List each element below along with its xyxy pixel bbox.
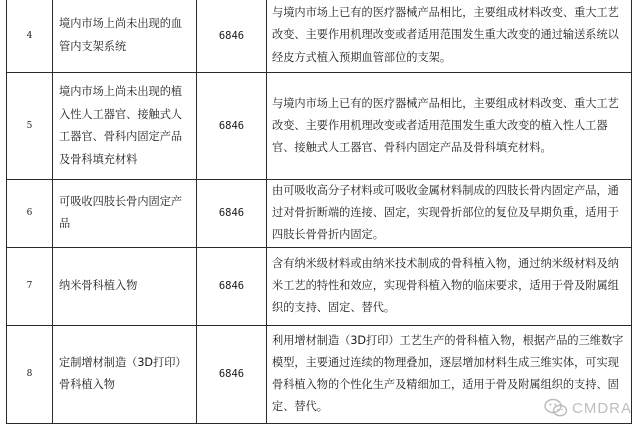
product-name: 可吸收四肢长骨内固定产品 [53, 180, 197, 248]
product-name: 境内市场上尚未出现的植入性人工器官、接触式人工器官、骨科内固定产品及骨科填充材料 [53, 73, 197, 180]
table-row [7, 180, 632, 248]
product-name: 定制增材制造（3D打印）骨科植入物 [53, 325, 197, 423]
product-description: 与境内市场上已有的医疗器械产品相比，主要组成材料改变、重大工艺改变、主要作用机理改变或者适用范围发生重大改变的通过输送系统以经皮方式植入预期血管部位的支架。 [267, 0, 632, 73]
device-catalog-table [6, 0, 632, 424]
row-number: 5 [7, 73, 53, 180]
row-number: 6 [7, 180, 53, 248]
product-description: 与境内市场上已有的医疗器械产品相比，主要组成材料改变、重大工艺改变、主要作用机理改变或者适用范围发生重大改变的植入性人工器官、接触式人工器官、骨科内固定产品及骨科填充材料。 [267, 73, 632, 180]
product-description: 含有纳米级材料或由纳米技术制成的骨科植入物，通过纳米级材料及纳米工艺的特性和效应，实现骨科植入物的临床要求，适用于骨及附属组织的支持、固定、替代。 [267, 247, 632, 325]
row-number: 8 [7, 325, 53, 423]
row-number: 7 [7, 247, 53, 325]
product-description: 利用增材制造（3D打印）工艺生产的骨科植入物，根据产品的三维数字模型，主要通过连续的物理叠加，逐层增加材料生成三维实体，可实现骨科植入物的个性化生产及精细加工，适用于骨及附属组织的支持、固定、替代。 [267, 325, 632, 423]
table-row [7, 247, 632, 325]
watermark-text: CMDRA [572, 399, 632, 417]
category-code: 6846 [197, 325, 267, 423]
table-row [7, 0, 632, 73]
product-name: 境内市场上尚未出现的血管内支架系统 [53, 0, 197, 73]
category-code: 6846 [197, 180, 267, 248]
category-code: 6846 [197, 247, 267, 325]
row-number: 4 [7, 0, 53, 73]
table-row [7, 73, 632, 180]
category-code: 6846 [197, 73, 267, 180]
category-code: 6846 [197, 0, 267, 73]
table-row [7, 325, 632, 423]
product-name: 纳米骨科植入物 [53, 247, 197, 325]
product-description: 由可吸收高分子材料或可吸收金属材料制成的四肢长骨内固定产品，通过对骨折断端的连接、固定，实现骨折部位的复位及早期负重，适用于四肢长骨骨折内固定。 [267, 180, 632, 248]
